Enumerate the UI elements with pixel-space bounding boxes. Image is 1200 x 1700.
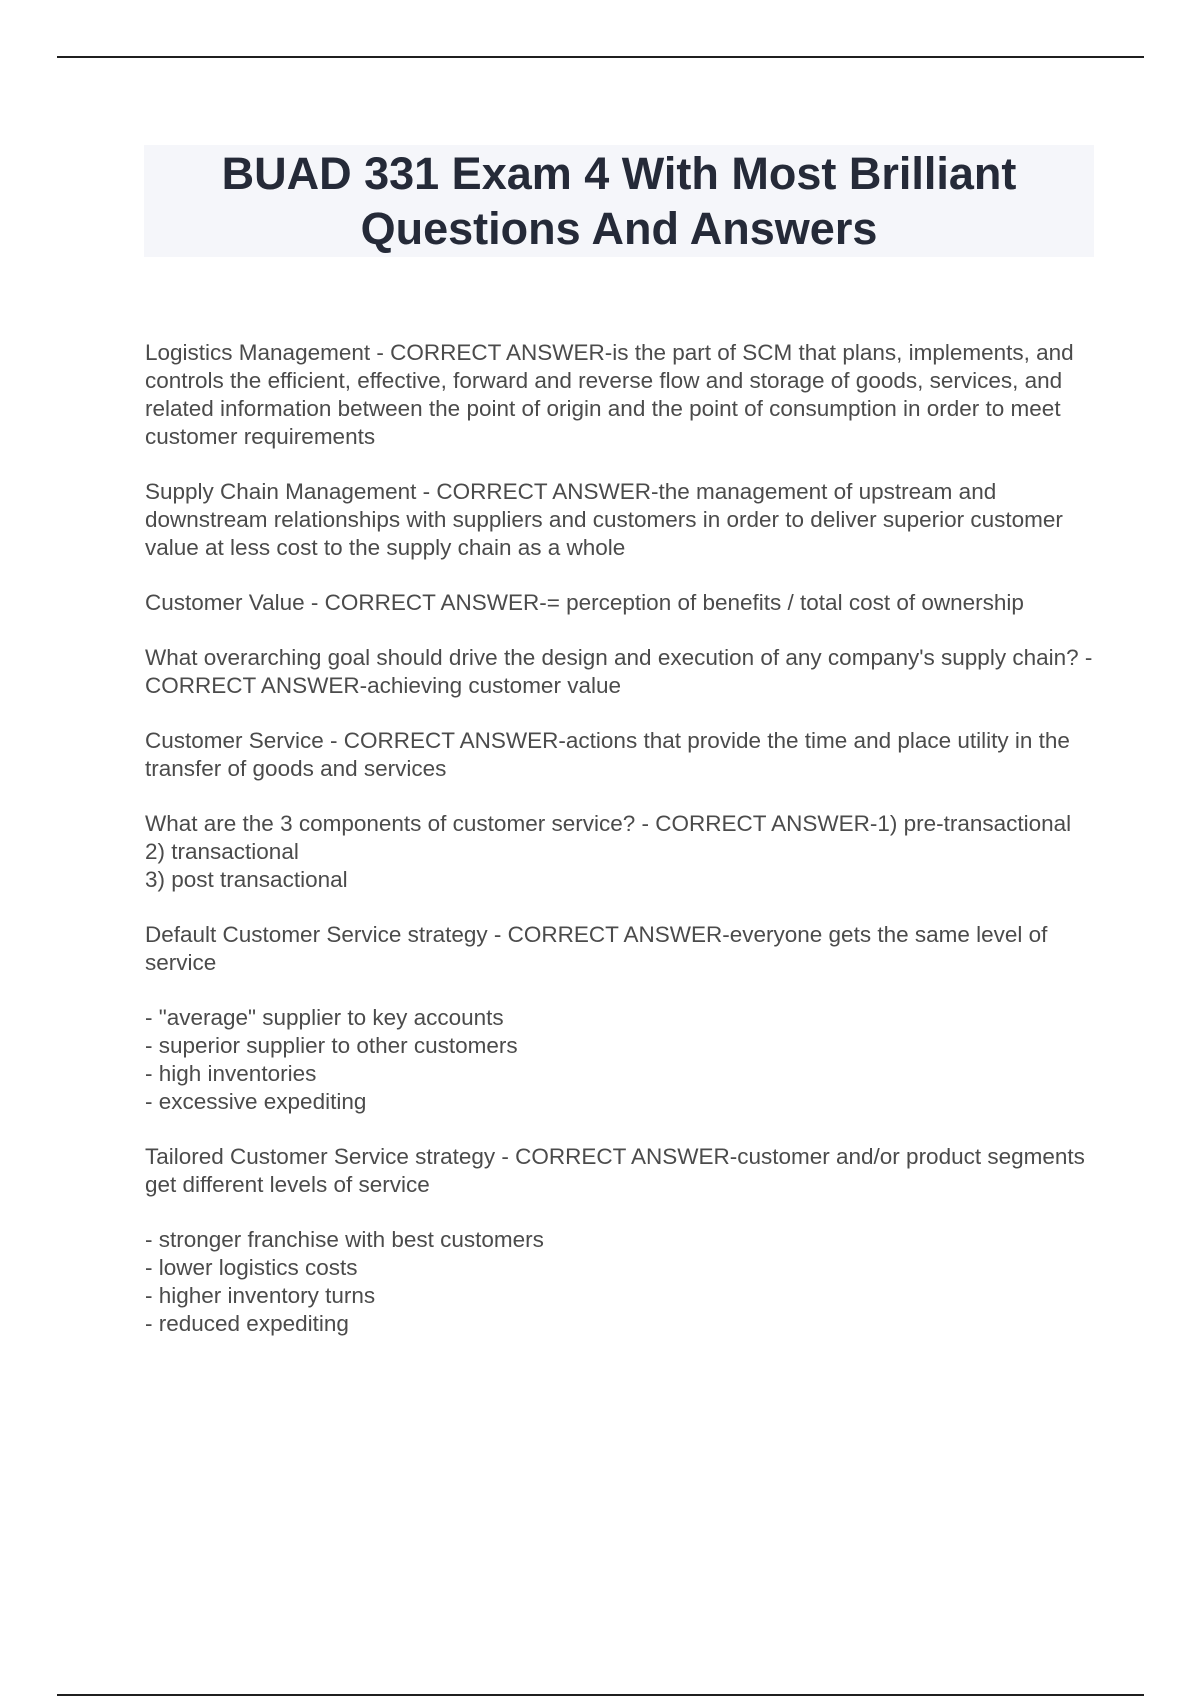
qa-entry-supply-chain-management [145, 478, 1095, 562]
qa-text: Default Customer Service strategy - CORRECT ANSWER-everyone gets the same level of service [145, 922, 1048, 975]
title-banner [144, 145, 1094, 257]
qa-entry-customer-value [145, 589, 1095, 617]
list-item: - lower logistics costs [145, 1255, 358, 1280]
qa-text-line: 2) transactional [145, 839, 299, 864]
document-title-line-2: Questions And Answers [360, 203, 878, 254]
document-title [169, 146, 1069, 256]
qa-entry-overarching-goal [145, 644, 1095, 700]
qa-text: Logistics Management - CORRECT ANSWER-is the part of SCM that plans, implements, and controls the efficient, effective, forward and reverse flow and storage of goods, services, and related information between the point of origin and the point of consumption in order to meet customer requirements [145, 340, 1074, 449]
qa-text-line: 3) post transactional [145, 867, 348, 892]
qa-entry-tailored-strategy [145, 1143, 1095, 1199]
qa-entry-default-strategy [145, 921, 1095, 977]
qa-entry-logistics-management [145, 339, 1095, 451]
tailored-strategy-bullet-list [145, 1226, 1095, 1338]
qa-text: Supply Chain Management - CORRECT ANSWER-the management of upstream and downstream relationships with suppliers and customers in order to deliver superior customer value at less cost to the supply chain as a whole [145, 479, 1063, 560]
qa-text: Tailored Customer Service strategy - CORRECT ANSWER-customer and/or product segments get different levels of service [145, 1144, 1085, 1197]
list-item: - reduced expediting [145, 1311, 349, 1336]
list-item: - stronger franchise with best customers [145, 1227, 544, 1252]
list-item: - excessive expediting [145, 1089, 367, 1114]
bottom-rule [57, 1694, 1144, 1696]
list-item: - "average" supplier to key accounts [145, 1005, 504, 1030]
qa-text: What overarching goal should drive the design and execution of any company's supply chain? - CORRECT ANSWER-achieving customer value [145, 645, 1093, 698]
default-strategy-bullet-list [145, 1004, 1095, 1116]
document-title-line-1: BUAD 331 Exam 4 With Most Brilliant [221, 148, 1017, 199]
top-rule [57, 56, 1144, 58]
list-item: - superior supplier to other customers [145, 1033, 518, 1058]
qa-entry-customer-service [145, 727, 1095, 783]
qa-text: What are the 3 components of customer service? - CORRECT ANSWER-1) pre-transactional [145, 811, 1072, 836]
list-item: - high inventories [145, 1061, 317, 1086]
qa-text: Customer Service - CORRECT ANSWER-actions that provide the time and place utility in the transfer of goods and services [145, 728, 1070, 781]
qa-entry-service-components [145, 810, 1095, 894]
qa-content [145, 339, 1095, 1365]
list-item: - higher inventory turns [145, 1283, 376, 1308]
qa-text: Customer Value - CORRECT ANSWER-= perception of benefits / total cost of ownership [145, 590, 1024, 615]
